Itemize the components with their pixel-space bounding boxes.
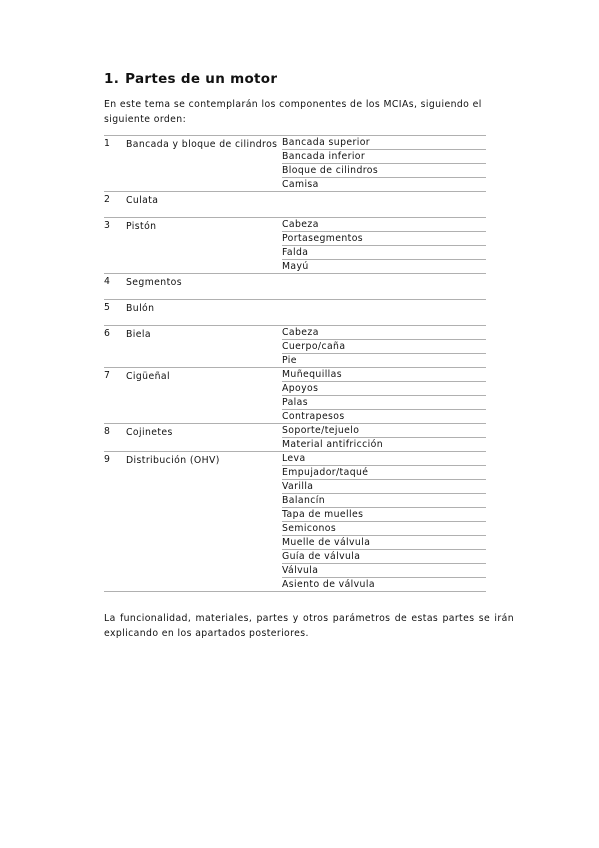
table-row — [104, 136, 486, 192]
subpart-item: Muelle de válvula — [282, 536, 486, 550]
part-number: 9 — [104, 454, 111, 465]
subpart-item: Empujador/taqué — [282, 466, 486, 480]
subparts-cell — [282, 368, 486, 424]
table-row — [104, 326, 486, 368]
part-name: Biela — [126, 329, 151, 340]
empty-subparts — [282, 192, 486, 217]
subpart-item: Pie — [282, 355, 297, 366]
subpart-item: Cabeza — [282, 326, 486, 340]
subpart-item: Camisa — [282, 179, 319, 190]
part-number: 8 — [104, 426, 111, 437]
subparts-cell — [282, 326, 486, 368]
subpart-item: Varilla — [282, 480, 486, 494]
table-row — [104, 274, 486, 300]
subparts-cell — [282, 218, 486, 274]
intro-paragraph: En este tema se contemplarán los componentes de los MCIAs, siguiendo el siguiente orden: — [104, 99, 482, 125]
subpart-item: Cuerpo/caña — [282, 340, 486, 354]
subpart-item: Material antifricción — [282, 439, 384, 450]
subparts-cell — [282, 192, 486, 218]
part-name: Bulón — [126, 303, 155, 314]
subpart-item: Guía de válvula — [282, 550, 486, 564]
table-row — [104, 192, 486, 218]
section-number: 1. — [104, 71, 120, 87]
subpart-item: Balancín — [282, 494, 486, 508]
subparts-cell — [282, 274, 486, 300]
part-number: 1 — [104, 138, 111, 149]
subpart-item: Asiento de válvula — [282, 579, 375, 590]
subpart-item: Tapa de muelles — [282, 508, 486, 522]
subpart-item: Leva — [282, 452, 486, 466]
part-name: Cojinetes — [126, 427, 173, 438]
part-number: 4 — [104, 276, 111, 287]
empty-subparts — [282, 300, 486, 325]
table-row — [104, 368, 486, 424]
subparts-cell — [282, 424, 486, 452]
subpart-item: Válvula — [282, 564, 486, 578]
subpart-item: Bancada inferior — [282, 150, 486, 164]
section-title: Partes de un motor — [125, 71, 278, 87]
part-name: Pistón — [126, 221, 157, 232]
subparts-cell — [282, 136, 486, 192]
subpart-item: Cabeza — [282, 218, 486, 232]
part-number: 5 — [104, 302, 111, 313]
subpart-item: Mayú — [282, 261, 309, 272]
part-name: Bancada y bloque de cilindros — [126, 139, 278, 150]
subpart-item: Palas — [282, 396, 486, 410]
subpart-item: Bloque de cilindros — [282, 164, 486, 178]
closing-paragraph: La funcionalidad, materiales, partes y otros parámetros de estas partes se irán explicando en los apartados posteriores. — [104, 613, 514, 639]
subpart-item: Semiconos — [282, 522, 486, 536]
table-row — [104, 218, 486, 274]
subpart-item: Muñequillas — [282, 368, 486, 382]
subpart-item: Bancada superior — [282, 136, 486, 150]
subpart-item: Soporte/tejuelo — [282, 424, 486, 438]
section-heading — [104, 71, 277, 87]
subpart-item: Portasegmentos — [282, 232, 486, 246]
table-row — [104, 424, 486, 452]
part-number: 6 — [104, 328, 111, 339]
parts-table — [104, 135, 486, 592]
subpart-item: Contrapesos — [282, 411, 345, 422]
subparts-cell — [282, 452, 486, 592]
part-number: 7 — [104, 370, 111, 381]
part-number: 2 — [104, 194, 111, 205]
part-name: Segmentos — [126, 277, 182, 288]
part-number: 3 — [104, 220, 111, 231]
subparts-cell — [282, 300, 486, 326]
empty-subparts — [282, 274, 486, 299]
subpart-item: Apoyos — [282, 382, 486, 396]
part-name: Culata — [126, 195, 159, 206]
subpart-item: Falda — [282, 246, 486, 260]
part-name: Distribución (OHV) — [126, 455, 220, 466]
table-row — [104, 452, 486, 592]
part-name: Cigüeñal — [126, 371, 170, 382]
table-row — [104, 300, 486, 326]
